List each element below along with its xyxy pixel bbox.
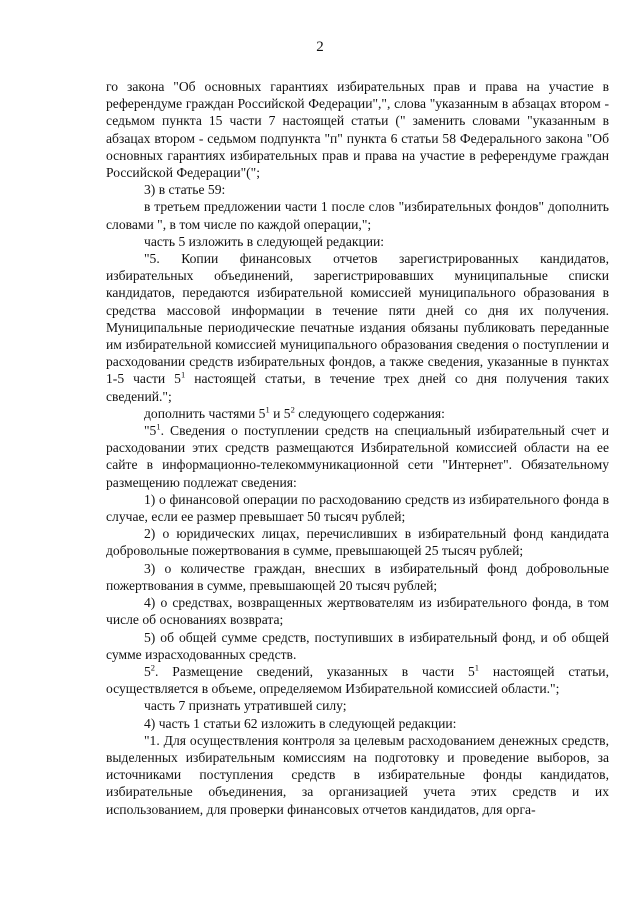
paragraph-text: дополнить частями 5 <box>144 405 266 421</box>
superscript: 2 <box>150 662 156 673</box>
paragraph <box>106 629 609 663</box>
paragraph <box>106 525 609 559</box>
paragraph-text: часть 7 признать утратившей силу; <box>144 698 347 714</box>
paragraph-text: в третьем предложении части 1 после слов "избирательных фондов" дополнить словами ", в том числе по каждой операции,"; <box>106 199 609 232</box>
paragraph <box>106 250 609 405</box>
paragraph <box>106 732 609 818</box>
paragraph-text: 5) об общей сумме средств, поступивших в избирательный фонд, и об общей сумме израсходованных средств. <box>106 629 609 662</box>
paragraph <box>106 491 609 525</box>
paragraph-text: 2) о юридических лицах, перечисливших в избирательный фонд кандидата добровольные пожертвования в сумме, превышающей 25 тысяч рублей; <box>106 526 609 559</box>
paragraph <box>106 560 609 594</box>
paragraph <box>106 405 609 422</box>
paragraph <box>106 715 609 732</box>
paragraph-text: го закона "Об основных гарантиях избирательных прав и права на участие в референдуме граждан Российской Федерации",", слова "указанным в абзацах втором - седьмом пункта 15 части 7 настоящей статьи (" заменить словами "указанным в абзацах втором - седьмом подпункта "п" пункта 6 статьи 58 Федерального закона "Об основных гарантиях избирательных прав и права на участие в референдуме граждан Российской Федерации"("; <box>106 79 609 181</box>
paragraph <box>106 78 609 181</box>
superscript: 1 <box>156 421 161 432</box>
paragraph-text: настоящей статьи, осуществляется в объеме, определяемом Избирательной комиссией области."; <box>106 663 609 697</box>
paragraph-text: и 5 <box>269 405 291 421</box>
superscript: 1 <box>180 369 186 380</box>
paragraph <box>106 663 609 697</box>
paragraph <box>106 233 609 250</box>
paragraph-text: 4) часть 1 статьи 62 изложить в следующей редакции: <box>144 715 457 731</box>
paragraph-text: "1. Для осуществления контроля за целевым расходованием денежных средств, выделенных избирательным комиссиям на подготовку и проведение выборов, за источниками поступления средств в избирательные фонды кандидатов, избирательные объединения, за организацией учета этих средств и их использованием, для проверки финансовых отчетов кандидатов, для орга- <box>106 732 609 817</box>
paragraph-text: настоящей статьи, в течение трех дней со дня получения таких сведений."; <box>106 371 609 404</box>
paragraph-text: часть 5 изложить в следующей редакции: <box>144 233 385 249</box>
paragraph <box>106 594 609 628</box>
paragraph-text: 5 <box>144 663 151 679</box>
paragraph-text: . Сведения о поступлении средств на специальный избирательный счет и расходовании этих средств размещаются Избирательной комиссией области на ее сайте в информационно-телекоммуникационной сети "Интернет". Обязательному размещению подлежат сведения: <box>106 423 609 490</box>
superscript: 1 <box>265 404 270 415</box>
page-number: 2 <box>316 39 324 55</box>
paragraph-text: . Размещение сведений, указанных в части 5 <box>155 663 475 679</box>
paragraph <box>106 697 609 714</box>
document-body <box>106 78 609 818</box>
paragraph-text: 1) о финансовой операции по расходованию средств из избирательного фонда в случае, если ее размер превышает 50 тысяч рублей; <box>106 491 609 525</box>
paragraph-text: "5 <box>144 423 157 439</box>
superscript: 2 <box>290 404 295 415</box>
paragraph-text: 4) о средствах, возвращенных жертвователям из избирательного фонда, в том числе об основаниях возврата; <box>106 595 609 628</box>
paragraph-text: "5. Копии финансовых отчетов зарегистрированных кандидатов, избирательных объединений, зарегистрировавших муниципальные списки кандидатов, передаются избирательной комиссией муниципального образования в средства массовой информации в течение пяти дней со дня их получения. Муниципальные периодические печатные издания обязаны публиковать переданные им избирательной комиссией муниципального образования сведения о поступлении и расходовании средств избирательных фондов, а также сведения, указанные в пунктах 1-5 части 5 <box>106 251 609 387</box>
paragraph-text: следующего содержания: <box>294 405 445 421</box>
paragraph <box>106 422 609 491</box>
paragraph <box>106 198 609 232</box>
paragraph <box>106 181 609 198</box>
paragraph-text: 3) о количестве граждан, внесших в избирательный фонд добровольные пожертвования в сумме, превышающей 20 тысяч рублей; <box>106 560 609 593</box>
paragraph-text: 3) в статье 59: <box>144 182 226 198</box>
superscript: 1 <box>474 662 480 673</box>
